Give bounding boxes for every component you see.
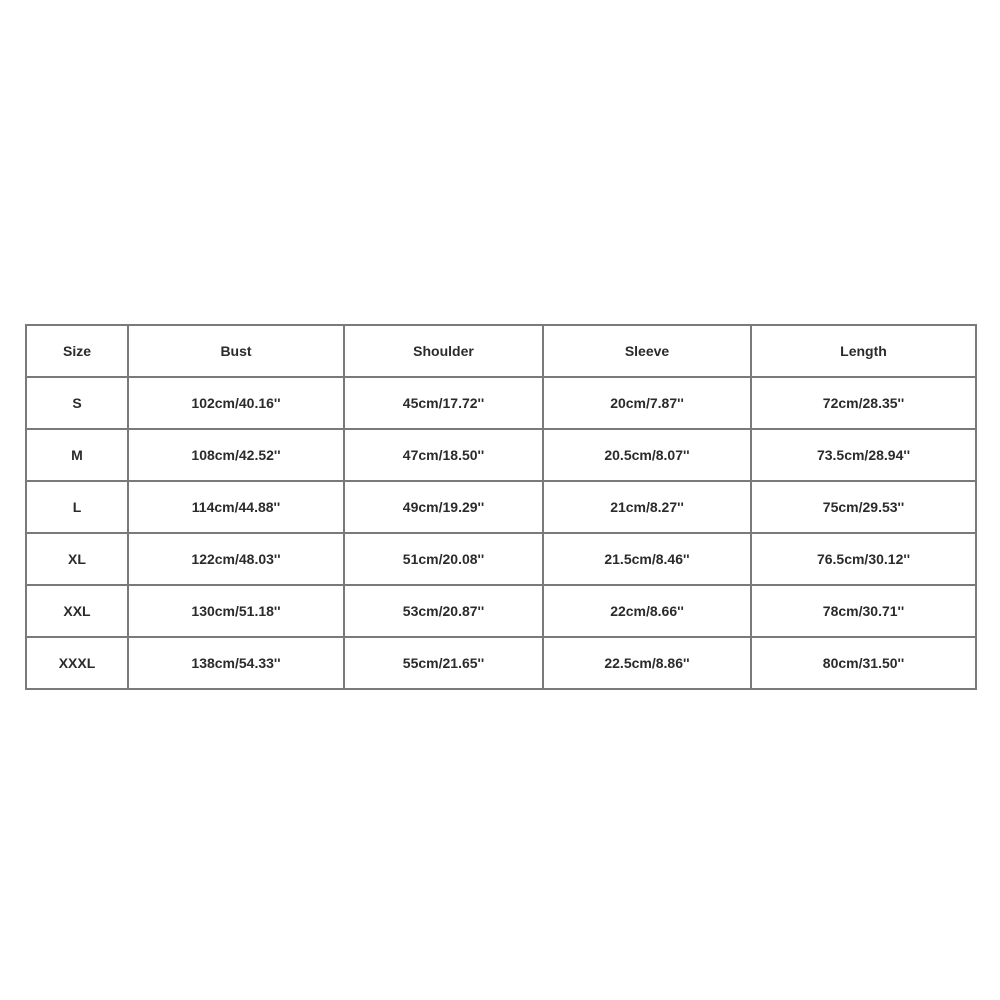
table-row xyxy=(26,429,976,481)
cell-size: M xyxy=(26,429,128,481)
cell-bust: 138cm/54.33'' xyxy=(128,637,344,689)
cell-size: XXXL xyxy=(26,637,128,689)
table-header-row xyxy=(26,325,976,377)
cell-size: XL xyxy=(26,533,128,585)
cell-shoulder: 51cm/20.08'' xyxy=(344,533,543,585)
cell-sleeve: 20cm/7.87'' xyxy=(543,377,751,429)
cell-length: 72cm/28.35'' xyxy=(751,377,976,429)
cell-length: 80cm/31.50'' xyxy=(751,637,976,689)
table-row xyxy=(26,377,976,429)
table-row xyxy=(26,585,976,637)
cell-sleeve: 22cm/8.66'' xyxy=(543,585,751,637)
table-row xyxy=(26,533,976,585)
cell-shoulder: 49cm/19.29'' xyxy=(344,481,543,533)
table-row xyxy=(26,481,976,533)
cell-size: S xyxy=(26,377,128,429)
header-bust: Bust xyxy=(128,325,344,377)
cell-bust: 130cm/51.18'' xyxy=(128,585,344,637)
cell-bust: 114cm/44.88'' xyxy=(128,481,344,533)
cell-sleeve: 21cm/8.27'' xyxy=(543,481,751,533)
cell-length: 76.5cm/30.12'' xyxy=(751,533,976,585)
cell-size: XXL xyxy=(26,585,128,637)
size-chart-table xyxy=(25,324,977,690)
header-shoulder: Shoulder xyxy=(344,325,543,377)
table-row xyxy=(26,637,976,689)
cell-bust: 108cm/42.52'' xyxy=(128,429,344,481)
cell-sleeve: 22.5cm/8.86'' xyxy=(543,637,751,689)
cell-bust: 102cm/40.16'' xyxy=(128,377,344,429)
cell-shoulder: 47cm/18.50'' xyxy=(344,429,543,481)
header-size: Size xyxy=(26,325,128,377)
cell-shoulder: 45cm/17.72'' xyxy=(344,377,543,429)
cell-shoulder: 53cm/20.87'' xyxy=(344,585,543,637)
cell-sleeve: 20.5cm/8.07'' xyxy=(543,429,751,481)
cell-bust: 122cm/48.03'' xyxy=(128,533,344,585)
cell-length: 73.5cm/28.94'' xyxy=(751,429,976,481)
cell-shoulder: 55cm/21.65'' xyxy=(344,637,543,689)
cell-length: 75cm/29.53'' xyxy=(751,481,976,533)
cell-sleeve: 21.5cm/8.46'' xyxy=(543,533,751,585)
cell-size: L xyxy=(26,481,128,533)
header-sleeve: Sleeve xyxy=(543,325,751,377)
cell-length: 78cm/30.71'' xyxy=(751,585,976,637)
header-length: Length xyxy=(751,325,976,377)
